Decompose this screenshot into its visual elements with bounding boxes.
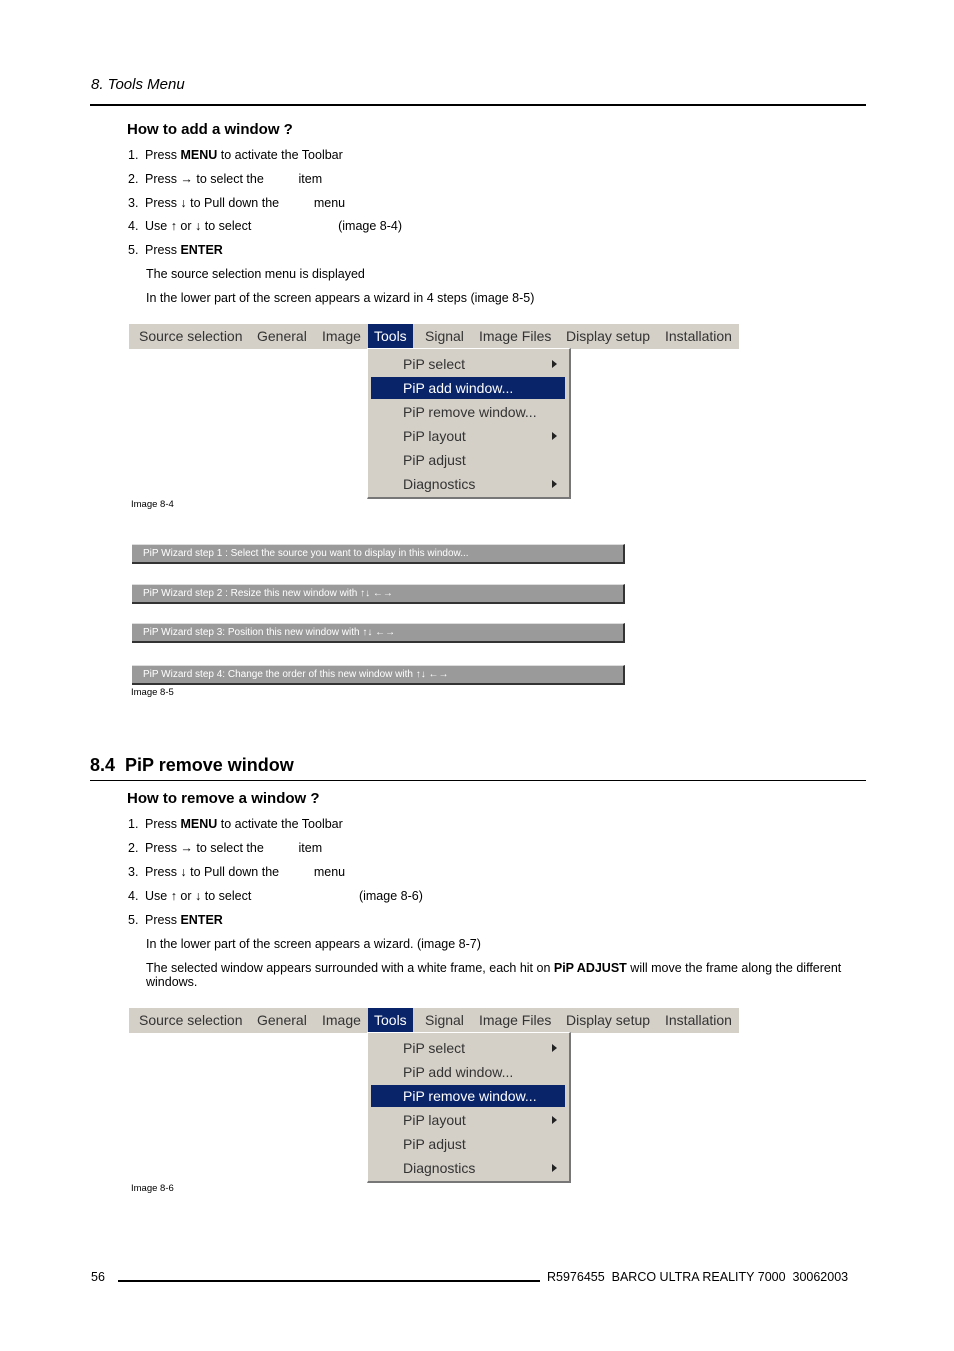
paragraph-wizard: In the lower part of the screen appears a wizard in 4 steps (image 8-5) — [146, 291, 535, 305]
toolbar-menubar — [129, 1008, 739, 1033]
step-1: 1. Press MENU to activate the Toolbar — [128, 817, 343, 831]
menu-tools[interactable]: Tools — [368, 1008, 413, 1033]
submenu-arrow-icon — [552, 432, 557, 440]
menu-installation[interactable]: Installation — [665, 328, 732, 344]
caption-image-8-5: Image 8-5 — [131, 687, 174, 698]
tools-dropdown — [367, 348, 571, 499]
caption-image-8-4: Image 8-4 — [131, 499, 174, 510]
step-2: 2. Press → to select the item — [128, 841, 323, 855]
toolbar-menubar — [129, 324, 739, 349]
dropdown-item-pip-remove-window[interactable]: PiP remove window... — [371, 1085, 565, 1107]
menu-image[interactable]: Image — [322, 328, 361, 344]
footer-rule — [118, 1280, 540, 1282]
step-5: 5. Press ENTER — [128, 913, 223, 927]
section-rule — [90, 780, 866, 781]
step-3: 3. Press ↓ to Pull down the menu — [128, 865, 346, 879]
step-4: 4. Use ↑ or ↓ to select (image 8-6) — [128, 889, 423, 903]
dropdown-item-diagnostics[interactable]: Diagnostics — [371, 1157, 565, 1179]
step-2: 2. Press → to select the item — [128, 172, 323, 186]
wizard-step-4: PiP Wizard step 4: Change the order of this new window with ↑↓ ←→ — [132, 665, 625, 685]
menu-image-files[interactable]: Image Files — [479, 1012, 552, 1028]
menu-signal[interactable]: Signal — [425, 1012, 464, 1028]
chapter-header: 8. Tools Menu — [91, 76, 185, 93]
dropdown-item-pip-add-window[interactable]: PiP add window... — [371, 377, 565, 399]
dropdown-item-pip-layout[interactable]: PiP layout — [371, 1109, 565, 1131]
menu-installation[interactable]: Installation — [665, 1012, 732, 1028]
dropdown-item-pip-add-window[interactable]: PiP add window... — [403, 1064, 514, 1080]
dropdown-item-diagnostics[interactable]: Diagnostics — [371, 473, 565, 495]
submenu-arrow-icon — [552, 1164, 557, 1172]
submenu-arrow-icon — [552, 360, 557, 368]
caption-image-8-6: Image 8-6 — [131, 1183, 174, 1194]
header-rule — [90, 104, 866, 106]
step-5: 5. Press ENTER — [128, 243, 223, 257]
menu-tools[interactable]: Tools — [368, 324, 413, 349]
dropdown-item-pip-layout[interactable]: PiP layout — [371, 425, 565, 447]
step-4: 4. Use ↑ or ↓ to select (image 8-4) — [128, 219, 403, 233]
submenu-arrow-icon — [552, 480, 557, 488]
subheading-add-window: How to add a window ? — [127, 121, 293, 138]
menu-image-files[interactable]: Image Files — [479, 328, 552, 344]
wizard-step-1: PiP Wizard step 1 : Select the source you want to display in this window... — [132, 544, 625, 564]
paragraph-wizard-2: In the lower part of the screen appears a wizard. (image 8-7) — [146, 937, 481, 951]
menu-display-setup[interactable]: Display setup — [566, 1012, 651, 1028]
menu-source-selection[interactable]: Source selection — [139, 1012, 243, 1028]
menu-source-selection[interactable]: Source selection — [139, 328, 243, 344]
paragraph-source-menu: The source selection menu is displayed — [146, 267, 365, 281]
dropdown-item-pip-select[interactable]: PiP select — [371, 353, 565, 375]
step-3: 3. Press ↓ to Pull down the menu — [128, 196, 346, 210]
dropdown-item-pip-select[interactable]: PiP select — [371, 1037, 565, 1059]
tools-dropdown — [367, 1032, 571, 1183]
wizard-step-2: PiP Wizard step 2 : Resize this new window with ↑↓ ←→ — [132, 584, 625, 604]
dropdown-item-pip-adjust[interactable]: PiP adjust — [403, 1136, 466, 1152]
menu-display-setup[interactable]: Display setup — [566, 328, 651, 344]
menu-general[interactable]: General — [257, 1012, 307, 1028]
submenu-arrow-icon — [552, 1044, 557, 1052]
dropdown-item-pip-remove-window[interactable]: PiP remove window... — [403, 404, 537, 420]
subheading-remove-window: How to remove a window ? — [127, 790, 320, 807]
wizard-step-3: PiP Wizard step 3: Position this new window with ↑↓ ←→ — [132, 623, 625, 643]
menu-image[interactable]: Image — [322, 1012, 361, 1028]
menu-signal[interactable]: Signal — [425, 328, 464, 344]
submenu-arrow-icon — [552, 1116, 557, 1124]
section-heading: 8.4 PiP remove window — [90, 755, 294, 775]
step-1: 1. Press MENU to activate the Toolbar — [128, 148, 343, 162]
footer-doc-id: R5976455 BARCO ULTRA REALITY 7000 30062003 — [547, 1270, 849, 1284]
dropdown-item-pip-adjust[interactable]: PiP adjust — [403, 452, 466, 468]
paragraph-selected-window: The selected window appears surrounded with a white frame, each hit on PiP ADJUST will move the frame along the different windows. — [146, 961, 842, 989]
page-number: 56 — [91, 1270, 105, 1284]
menu-general[interactable]: General — [257, 328, 307, 344]
